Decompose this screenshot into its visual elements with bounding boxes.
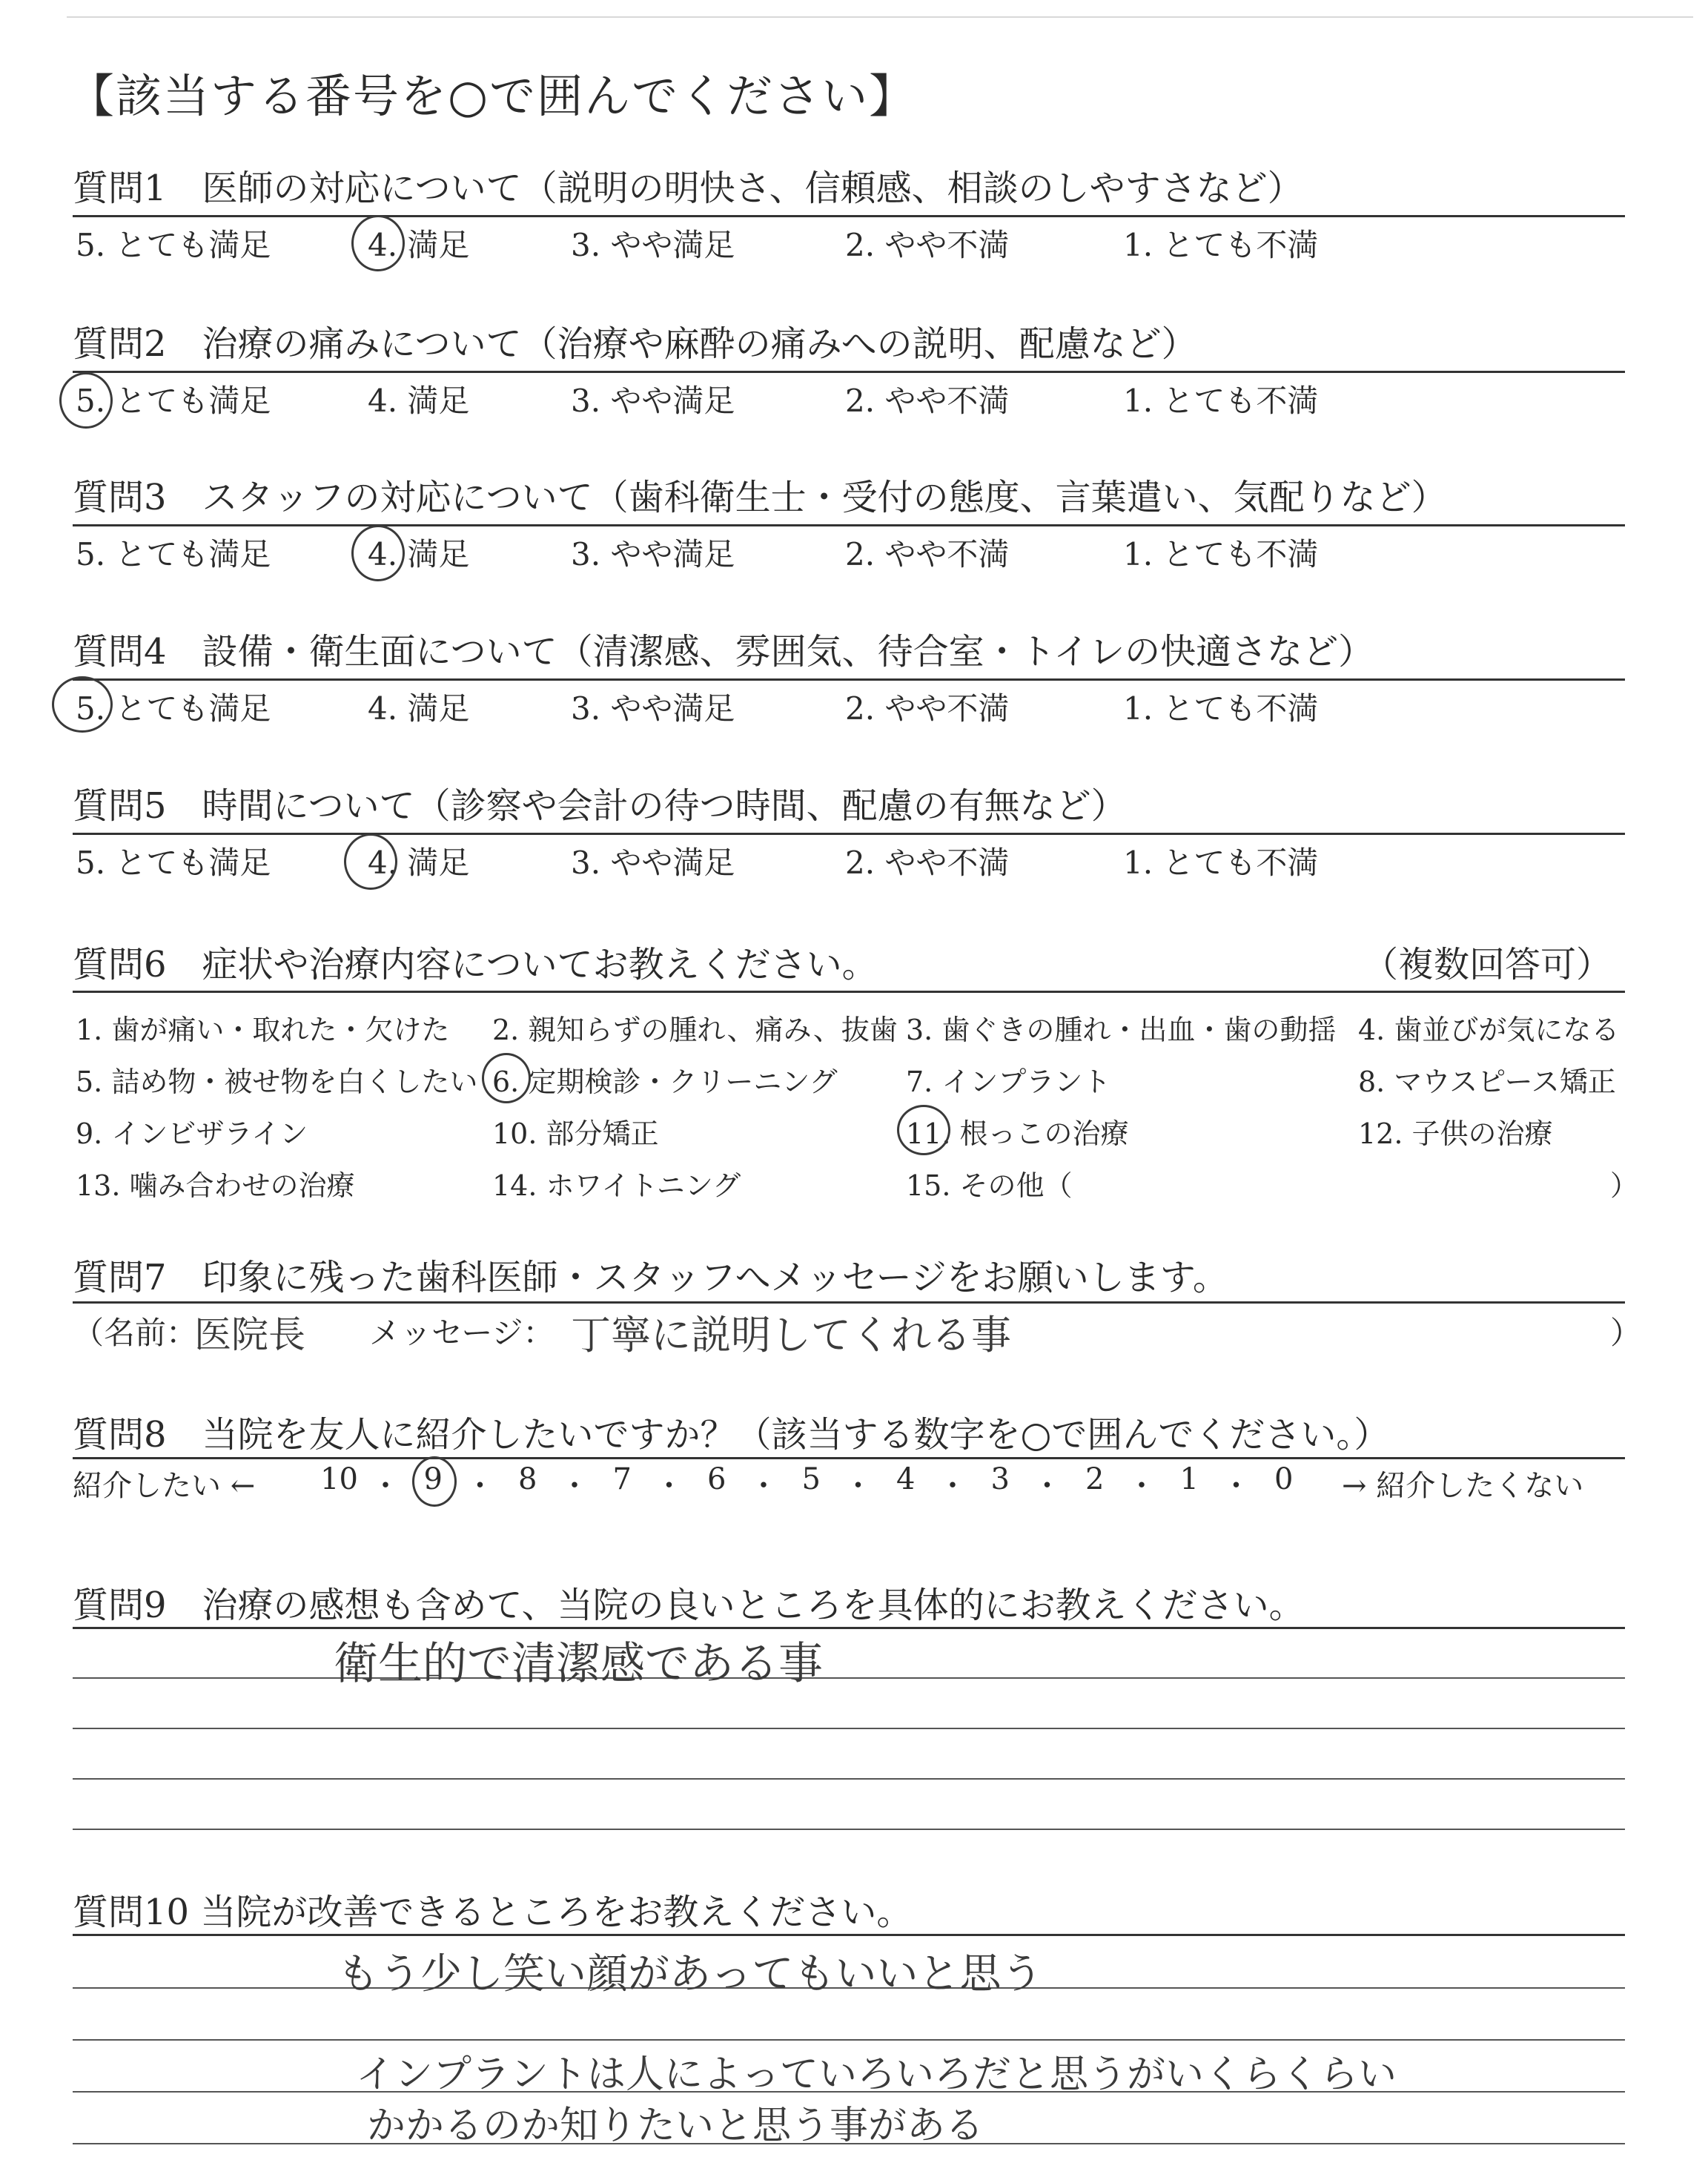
rating-option-5[interactable]: 5. とても満足	[76, 536, 271, 572]
question-title: 質問2 治療の痛みについて（治療や麻酔の痛みへの説明、配慮など）	[73, 323, 1197, 365]
divider	[73, 678, 1625, 681]
symptom-option-9[interactable]: 9. インビザライン	[76, 1117, 308, 1150]
scale-value-1[interactable]: 1	[1179, 1462, 1199, 1496]
name-field[interactable]: 医院長	[194, 1313, 305, 1356]
selection-circle	[897, 1105, 950, 1155]
rating-option-5[interactable]: 5. とても満足	[76, 383, 271, 419]
rating-option-2[interactable]: 2. やや不満	[845, 227, 1010, 263]
rating-option-1[interactable]: 1. とても不満	[1123, 383, 1319, 419]
divider	[73, 1627, 1625, 1629]
rating-option-3[interactable]: 3. やや満足	[571, 227, 735, 263]
selection-circle	[482, 1053, 531, 1103]
rating-option-5[interactable]: 5. とても満足	[76, 227, 271, 263]
scale-separator: ・	[1032, 1469, 1062, 1503]
symptom-option-14[interactable]: 14. ホワイトニング	[492, 1169, 741, 1202]
divider	[73, 371, 1625, 373]
message-label: メッセージ：	[369, 1315, 555, 1351]
selection-circle	[52, 676, 113, 733]
question-title: 質問4 設備・衛生面について（清潔感、雰囲気、待合室・トイレの快適さなど）	[73, 631, 1374, 673]
message-field[interactable]: 丁寧に説明してくれる事	[571, 1312, 1011, 1358]
rating-option-5[interactable]: 5. とても満足	[76, 845, 271, 881]
divider	[73, 215, 1625, 217]
symptom-option-3[interactable]: 3. 歯ぐきの腫れ・出血・歯の動揺	[906, 1014, 1337, 1046]
rating-option-1[interactable]: 1. とても不満	[1123, 690, 1319, 727]
answer-line	[73, 1677, 1625, 1679]
question-title: 質問6 症状や治療内容についてお教えください。	[73, 944, 878, 985]
scale-left-label: 紹介したい ←	[73, 1469, 256, 1503]
question-title: 質問7 印象に残った歯科医師・スタッフへメッセージをお願いします。	[73, 1257, 1228, 1298]
rating-option-2[interactable]: 2. やや不満	[845, 845, 1010, 881]
rating-option-1[interactable]: 1. とても不満	[1123, 845, 1319, 881]
selection-circle	[351, 215, 405, 271]
question-title: 質問5 時間について（診察や会計の待つ時間、配慮の有無など）	[73, 785, 1127, 827]
divider	[73, 1934, 1625, 1936]
rating-option-4[interactable]: 4. 満足	[368, 536, 470, 572]
rating-option-3[interactable]: 3. やや満足	[571, 845, 735, 881]
symptom-option-6[interactable]: 6. 定期検診・クリーニング	[492, 1066, 838, 1098]
scale-separator: ・	[749, 1469, 778, 1503]
scale-separator: ・	[560, 1469, 589, 1503]
selection-circle	[59, 372, 113, 429]
selection-circle	[412, 1456, 457, 1507]
divider	[73, 1457, 1625, 1459]
symptom-option-11[interactable]: 11. 根っこの治療	[906, 1117, 1129, 1150]
symptom-option-10[interactable]: 10. 部分矯正	[492, 1117, 659, 1150]
improvement-answer-line-1[interactable]: もう少し笑い顔があってもいいと思う	[337, 1950, 1043, 1998]
question-title: 質問1 医師の対応について（説明の明快さ、信頼感、相談のしやすさなど）	[73, 168, 1303, 209]
symptom-option-8[interactable]: 8. マウスピース矯正	[1358, 1066, 1616, 1098]
symptom-option-1[interactable]: 1. 歯が痛い・取れた・欠けた	[76, 1014, 450, 1046]
answer-line	[73, 2039, 1625, 2041]
rating-option-2[interactable]: 2. やや不満	[845, 383, 1010, 419]
rating-option-1[interactable]: 1. とても不満	[1123, 536, 1319, 572]
question-title: 質問3 スタッフの対応について（歯科衛生士・受付の態度、言葉遣い、気配りなど）	[73, 477, 1447, 518]
scale-separator: ・	[843, 1469, 873, 1503]
symptom-option-13[interactable]: 13. 噛み合わせの治療	[76, 1169, 355, 1202]
answer-line	[73, 1829, 1625, 1830]
answer-line	[73, 1728, 1625, 1729]
multiple-answers-note: （複数回答可）	[1363, 944, 1612, 985]
rating-option-4[interactable]: 4. 満足	[368, 383, 470, 419]
symptom-option-15[interactable]: 15. その他（	[906, 1169, 1073, 1202]
rating-option-1[interactable]: 1. とても不満	[1123, 227, 1319, 263]
other-close-paren: ）	[1610, 1169, 1639, 1202]
rating-option-5[interactable]: 5. とても満足	[76, 690, 271, 727]
symptom-option-5[interactable]: 5. 詰め物・被せ物を白くしたい	[76, 1066, 478, 1098]
divider	[73, 833, 1625, 835]
improvement-answer-line-2[interactable]: インプラントは人によっていろいろだと思うがいくらくらい	[356, 2052, 1397, 2097]
answer-line	[73, 1778, 1625, 1780]
scale-value-5[interactable]: 5	[801, 1462, 821, 1496]
divider	[73, 524, 1625, 526]
page-title: 【該当する番号を○で囲んでください】	[68, 69, 917, 123]
scale-separator: ・	[654, 1469, 684, 1503]
message-close-paren: ）	[1610, 1315, 1642, 1351]
divider	[73, 991, 1625, 993]
scale-value-4[interactable]: 4	[896, 1462, 916, 1496]
scale-value-6[interactable]: 6	[707, 1462, 726, 1496]
symptom-option-12[interactable]: 12. 子供の治療	[1358, 1117, 1553, 1150]
rating-option-2[interactable]: 2. やや不満	[845, 536, 1010, 572]
selection-circle	[351, 525, 405, 581]
scale-separator: ・	[1221, 1469, 1251, 1503]
scale-separator: ・	[1127, 1469, 1156, 1503]
top-border	[67, 16, 1693, 18]
recommend-scale	[73, 1462, 1625, 1507]
symptom-option-4[interactable]: 4. 歯並びが気になる	[1358, 1014, 1620, 1046]
scale-value-10[interactable]: 10	[320, 1462, 358, 1496]
rating-option-3[interactable]: 3. やや満足	[571, 536, 735, 572]
rating-option-4[interactable]: 4. 満足	[368, 690, 470, 727]
scale-separator: ・	[465, 1469, 495, 1503]
symptom-option-2[interactable]: 2. 親知らずの腫れ、痛み、抜歯	[492, 1014, 898, 1046]
scale-separator: ・	[938, 1469, 967, 1503]
rating-option-3[interactable]: 3. やや満足	[571, 383, 735, 419]
rating-option-2[interactable]: 2. やや不満	[845, 690, 1010, 727]
name-label: （名前：	[73, 1315, 198, 1351]
rating-option-3[interactable]: 3. やや満足	[571, 690, 735, 727]
question-title: 質問8 当院を友人に紹介したいですか？（該当する数字を○で囲んでください。）	[73, 1414, 1390, 1456]
rating-option-4[interactable]: 4. 満足	[368, 845, 470, 881]
question-title: 質問10 当院が改善できるところをお教えください。	[73, 1892, 913, 1933]
question-title: 質問9 治療の感想も含めて、当院の良いところを具体的にお教えください。	[73, 1585, 1305, 1626]
scale-value-7[interactable]: 7	[612, 1462, 632, 1496]
scale-value-2[interactable]: 2	[1085, 1462, 1105, 1496]
selection-circle	[344, 833, 397, 890]
scale-value-8[interactable]: 8	[518, 1462, 537, 1496]
improvement-answer-line-3[interactable]: かかるのか知りたいと思う事がある	[367, 2104, 984, 2148]
scale-value-9[interactable]: 9	[423, 1462, 443, 1496]
good-points-answer[interactable]: 衛生的で清潔感である事	[334, 1638, 823, 1690]
scale-separator: ・	[371, 1469, 400, 1503]
rating-option-4[interactable]: 4. 満足	[368, 227, 470, 263]
symptom-option-7[interactable]: 7. インプラント	[906, 1066, 1111, 1098]
scale-value-3[interactable]: 3	[990, 1462, 1010, 1496]
scale-right-label: → 紹介したくない	[1342, 1469, 1584, 1503]
scale-value-0[interactable]: 0	[1274, 1462, 1294, 1496]
